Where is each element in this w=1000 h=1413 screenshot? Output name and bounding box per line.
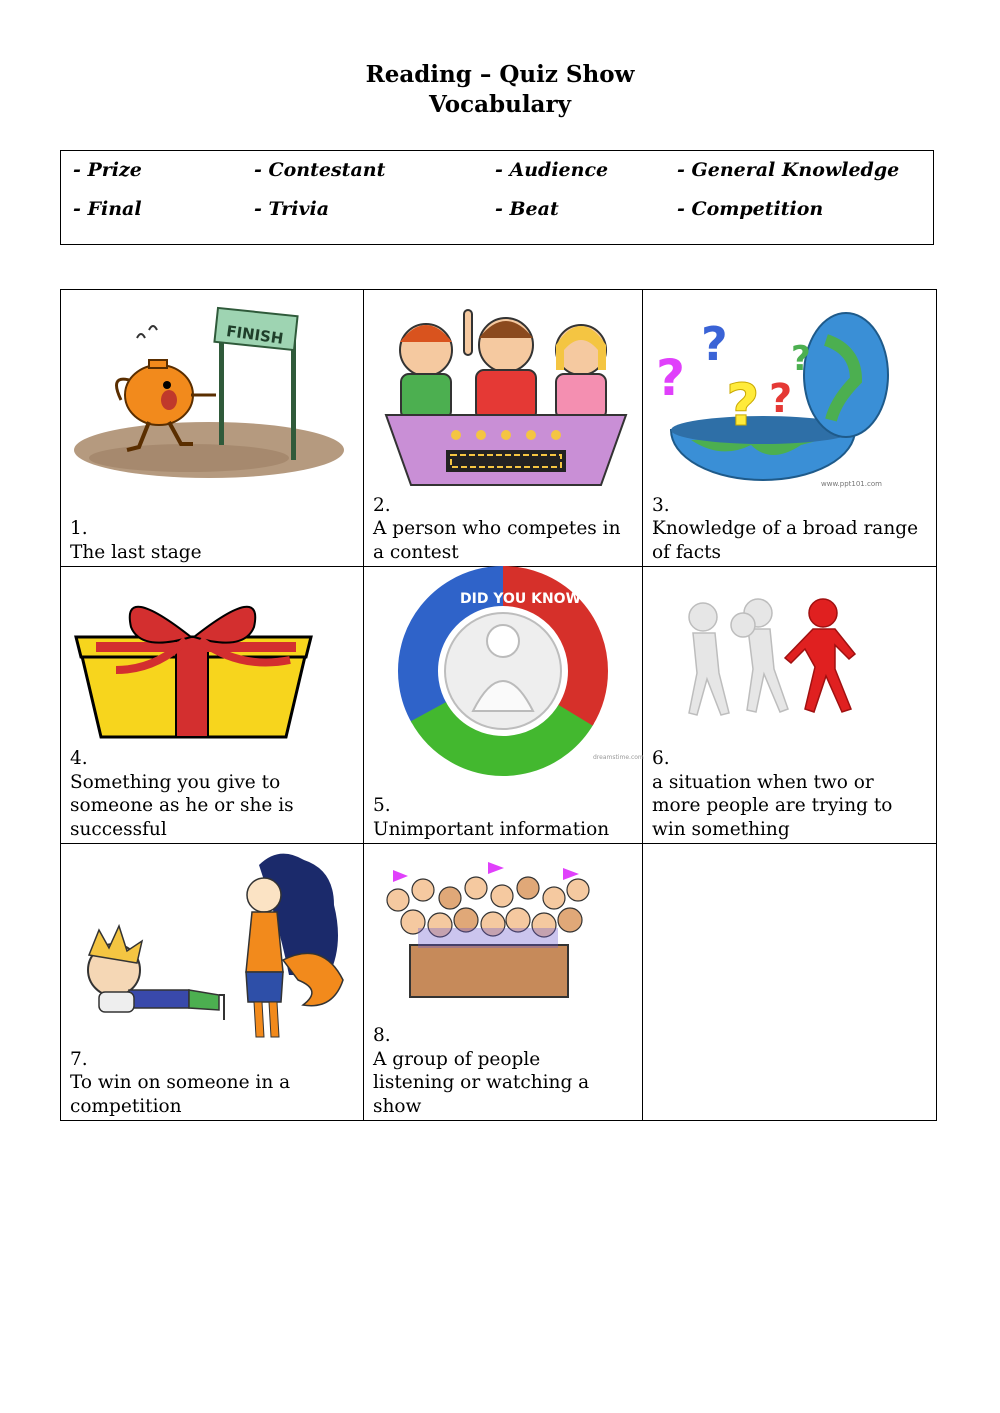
ring-label: DID YOU KNOW?	[460, 591, 590, 607]
card-definition-line: of facts	[652, 541, 722, 563]
svg-text:?: ?	[726, 371, 760, 439]
svg-text:?: ?	[791, 339, 811, 379]
empty-cell	[643, 844, 937, 1121]
word-bank-item: - General Knowledge	[677, 159, 900, 181]
card-definition-line: show	[373, 1095, 422, 1117]
card-caption	[652, 747, 930, 841]
vocab-card	[61, 844, 364, 1121]
finish-sign-text: FINISH	[225, 321, 285, 348]
card-number: 8.	[373, 1025, 391, 1046]
card-caption	[70, 747, 357, 841]
card-definition-line: competition	[70, 1095, 182, 1117]
card-definition-line: successful	[70, 818, 167, 840]
card-caption	[373, 794, 636, 841]
race-figures-picture	[673, 597, 883, 727]
gift-box-picture	[76, 592, 311, 742]
svg-text:?: ?	[656, 349, 686, 407]
card-definition-line: Something you give to	[70, 771, 281, 793]
beat-cartoon-picture	[69, 850, 354, 1045]
card-number: 7.	[70, 1048, 88, 1070]
vocabulary-grid	[60, 289, 937, 1121]
word-bank-item: - Competition	[677, 198, 824, 220]
card-caption	[373, 494, 636, 565]
card-number: 6.	[652, 748, 670, 769]
globe-question-marks-picture	[651, 300, 901, 490]
vocab-card	[643, 290, 937, 567]
card-definition-line: Unimportant information	[373, 818, 610, 840]
audience-crowd-picture	[378, 860, 598, 1000]
card-definition-line: more people are trying to	[652, 795, 893, 816]
word-bank-item: - Beat	[495, 198, 559, 220]
vocab-card	[643, 567, 937, 844]
card-definition-line: The last stage	[70, 541, 202, 563]
vocab-card	[364, 844, 643, 1121]
card-number: 4.	[70, 748, 88, 769]
card-definition-line: listening or watching a	[373, 1072, 590, 1093]
title-line-1: Reading – Quiz Show	[365, 61, 635, 88]
card-number: 1.	[70, 518, 88, 539]
card-caption	[652, 494, 930, 565]
title-line-2: Vocabulary	[429, 91, 571, 118]
vocab-card	[364, 567, 643, 844]
word-bank-item: - Contestant	[254, 159, 386, 181]
image-watermark: www.ppt101.com	[821, 480, 882, 488]
vocab-card	[364, 290, 643, 567]
card-definition-line: To win on someone in a	[70, 1072, 291, 1093]
card-definition-line: a contest	[373, 541, 459, 563]
svg-text:dreamstime.com: dreamstime.com	[593, 754, 644, 761]
card-number: 3.	[652, 494, 670, 516]
svg-text:?: ?	[769, 376, 793, 422]
word-bank	[60, 150, 934, 245]
svg-text:?: ?	[701, 317, 728, 371]
vocab-card	[61, 290, 364, 567]
word-bank-item: - Audience	[495, 159, 609, 181]
card-definition-line: A group of people	[373, 1048, 541, 1070]
card-definition-line: win something	[652, 818, 790, 840]
quiz-contestants-picture	[376, 300, 636, 490]
card-definition-line: Knowledge of a broad range	[652, 518, 919, 539]
word-bank-item: - Prize	[73, 159, 142, 181]
page-title	[0, 60, 1000, 120]
card-number: 5.	[373, 795, 391, 816]
card-definition-line: a situation when two or	[652, 771, 874, 793]
did-you-know-picture	[388, 581, 644, 761]
word-bank-item: - Final	[73, 198, 142, 220]
card-number: 2.	[373, 494, 391, 516]
card-caption	[70, 1048, 357, 1119]
vocab-card	[61, 567, 364, 844]
card-definition-line: A person who competes in	[373, 518, 621, 539]
card-definition-line: someone as he or she is	[70, 795, 294, 816]
finish-line-runner-picture	[69, 300, 349, 480]
card-caption	[70, 517, 357, 564]
card-caption	[373, 1024, 636, 1118]
word-bank-item: - Trivia	[254, 198, 330, 220]
